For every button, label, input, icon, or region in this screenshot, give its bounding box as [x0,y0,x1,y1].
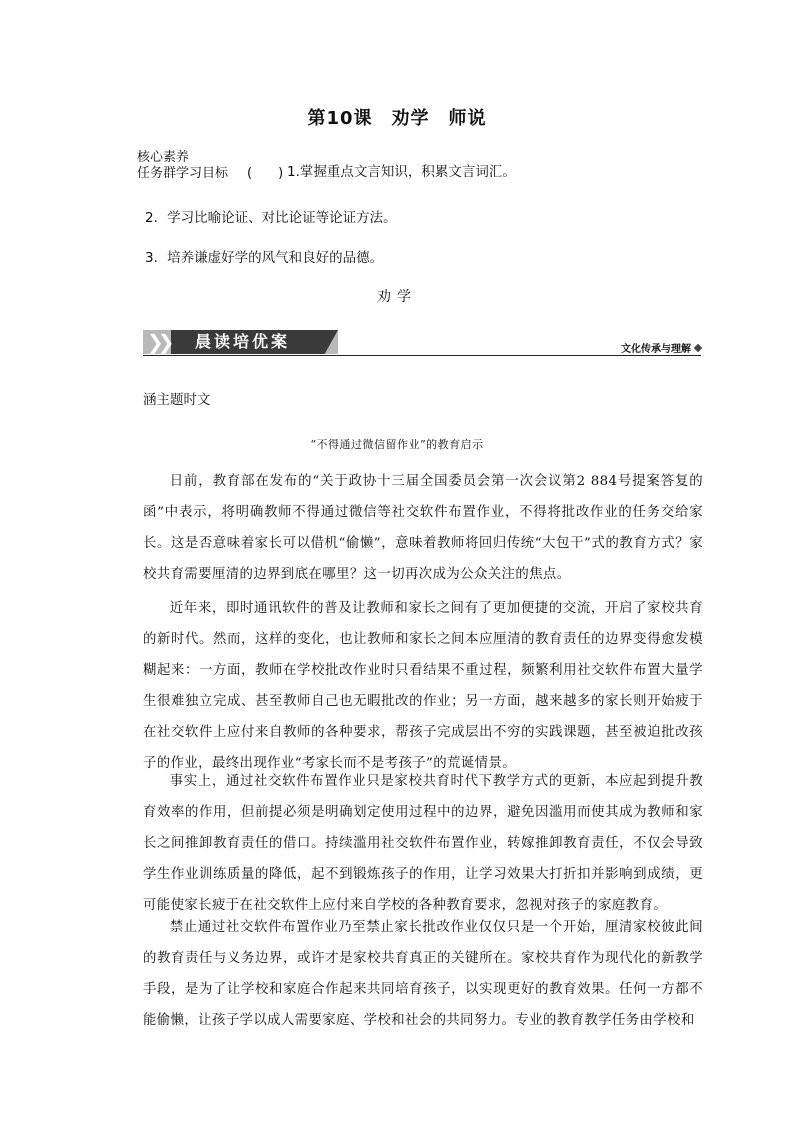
goal-item-1: 1.掌握重点文言知识，积累文言词汇。 [287,164,516,180]
banner-label: 晨读培优案 [195,332,291,351]
article-paragraph-1: 日前，教育部在发布的“关于政协十三届全国委员会第一次会议第2 884号提案答复的函”中表示，将明确教师不得通过微信等社交软件布置作业，不得将批改作业的任务交给家长。这是否意味着家长可以借机“偷懒”，意味着教师将回归传统“大包干”式的教育方式？家校共育需要厘清的边界到底在哪里？这一切再次成为公众关注的焦点。 [143,474,703,582]
section-banner [143,330,701,356]
subheading: 劝学 [377,289,417,305]
goal-item-2: 2．学习比喻论证、对比论证等论证方法。 [145,210,397,226]
diamond-icon [694,344,702,352]
lesson-title: 第10课 劝学 师说 [307,108,487,129]
core-literacy-line1: 核心素养 [137,150,190,165]
article-title: “不得通过微信留作业”的教育启示 [310,438,484,451]
article-paragraph-2: 近年来，即时通讯软件的普及让教师和家长之间有了更加便捷的交流，开启了家校共育的新时代。然而，这样的变化，也让教师和家长之间本应厘清的教育责任的边界变得愈发模糊起来：一方面，教师在学校批改作业时只看结果不重过程，频繁利用社交软件布置大量学生很难独立完成、甚至教师自己也无暇批改的作业；另一方面，越来越多的家长则开始疲于在社交软件上应付来自教师的各种要求，帮孩子完成层出不穷的实践课题，甚至被迫批改孩子的作业，最终出现作业“考家长而不是考孩子”的荒诞情景。 [143,601,703,771]
article-paragraph-3: 事实上，通过社交软件布置作业只是家校共育时代下教学方式的更新，本应起到提升教育效率的作用，但前提必须是明确划定使用过程中的边界，避免因滥用而使其成为教师和家长之间推卸教育责任的借口。持续滥用社交软件布置作业，转嫁推卸教育责任，不仅会导致学生作业训练质量的降低，起不到锻炼孩子的作用，让学习效果大打折扣并影响到成绩，更可能使家长疲于在社交软件上应付来自学校的各种教育要求，忽视对孩子的家庭教育。 [143,774,703,913]
banner-right-label [621,340,701,355]
core-literacy-line2: 任务群学习目标 [137,166,229,181]
section-label: 涵主题时文 [143,392,211,408]
goal-bracket: ( ) [247,166,284,181]
banner-rule [143,355,701,357]
goal-item-3: 3．培养谦虚好学的风气和良好的品德。 [145,250,384,266]
core-literacy-label [137,150,228,182]
article-paragraph-4: 禁止通过社交软件布置作业乃至禁止家长批改作业仅仅只是一个开始，厘清家校彼此间的教育责任与义务边界，或许才是家校共育真正的关键所在。家校共育作为现代化的新教学手段，是为了让学校和家庭合作起来共同培育孩子，以实现更好的教育效果。任何一方都不能偷懒，让孩子学以成人需要家庭、学校和社会的共同努力。专业的教育教学任务由学校和 [143,920,703,1028]
chevron-double-icon: ❯❯ [147,330,169,354]
banner-right-text: 文化传承与理解 [621,344,691,355]
